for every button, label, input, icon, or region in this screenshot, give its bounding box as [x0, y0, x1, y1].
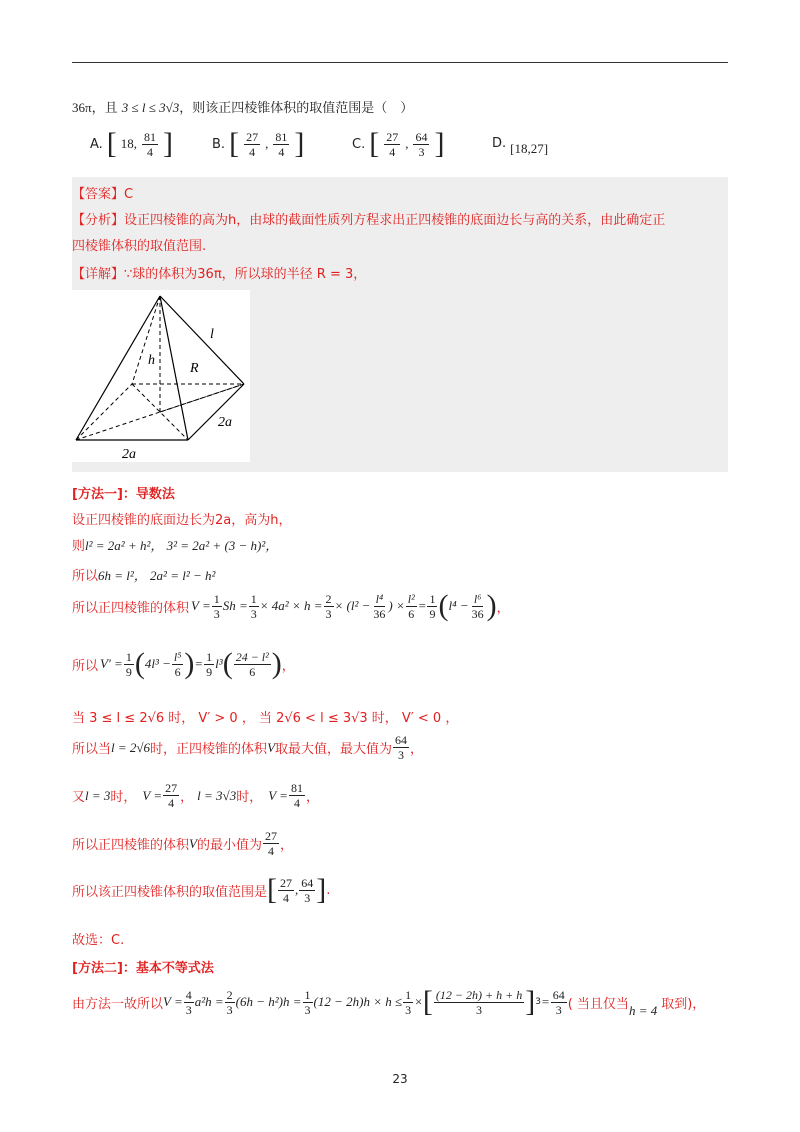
analysis-line1: 【分析】设正四棱锥的高为h，由球的截面性质列方程求出正四棱锥的底面边长与高的关系，由此确定正	[72, 213, 666, 228]
method1-s5: 所以 V′ = $\frac{1}{9}$ ( 4l³ − $\frac{\text{l⁵}}{6}$ ) = $\frac{1}{9}$ l³ ( $\frac{\text{24 − l²}}{6}$ ) ，	[72, 647, 295, 680]
method1-s1: 设正四棱锥的底面边长为2a，高为h，	[72, 513, 292, 528]
pyramid-diagram	[72, 290, 250, 462]
method1-s3: 所以6h = l²， 2a² = l² − h²	[72, 568, 216, 584]
label-side-2a: 2a	[218, 415, 232, 430]
fraction: $\frac{27}{4}$	[246, 129, 259, 159]
option-b[interactable]: B. [ $\frac{27}{4}$ , $\frac{81}{4}$ ]	[212, 127, 305, 160]
fraction: $\frac{81}{4}$	[275, 129, 288, 159]
label-r: R	[190, 361, 199, 376]
label-h: h	[148, 353, 155, 368]
option-d[interactable]: D. [18,27]	[492, 135, 549, 156]
option-c[interactable]: C. [ $\frac{27}{4}$ , $\frac{64}{3}$ ]	[352, 127, 445, 160]
method1-s10: 所以该正四棱锥体积的取值范围是 [ $\frac{27}{4}$ , $\frac{64}{3}$ ] .	[72, 873, 331, 906]
method1-s7: 所以当 l = 2√6 时，正四棱锥的体积 V 取最大值，最大值为 $\frac{64}{3}$ ，	[72, 733, 424, 762]
label-base-2a: 2a	[122, 447, 136, 462]
fraction: $\frac{27}{4}$	[386, 129, 399, 159]
method1-s2: 则l² = 2a² + h²， 3² = 2a² + (3 − h)²，	[72, 538, 279, 554]
fraction: $\frac{81}{4}$	[144, 129, 157, 159]
option-a[interactable]: A. [ 18, $\frac{81}{4}$ ]	[90, 127, 174, 160]
method1-s11: 故选：C.	[72, 933, 125, 948]
fraction: $\frac{64}{3}$	[415, 129, 428, 159]
method2-title: [方法二]：基本不等式法	[72, 961, 214, 976]
question-stem: 36π，且 3 ≤ l ≤ 3√3，则该正四棱锥体积的取值范围是（ ）	[72, 100, 414, 116]
page-number: 23	[392, 1072, 408, 1086]
method1-title: [方法一]：导数法	[72, 487, 175, 502]
options-row	[72, 129, 728, 169]
method1-s4: 所以正四棱锥的体积 V = $\frac{1}{3}$ Sh = $\frac{1}{3}$ × 4a² × h = $\frac{2}{3}$ × (l² − $\frac{\text{l⁴}}{36}$ ) × $\frac{\text{l²}}{6}$ = $\frac{1}{9}$ ( l⁴ − $\frac{\text{l⁶}}{36}$ ) ，	[72, 589, 510, 622]
analysis-line2: 四棱锥体积的取值范围.	[72, 239, 207, 254]
pyramid-figure	[72, 290, 250, 462]
method1-s8: 又 l = 3 时， V = $\frac{27}{4}$ ， l = 3√3 时， V = $\frac{81}{4}$ ，	[72, 781, 319, 810]
method1-s6: 当 3 ≤ l ≤ 2√6 时， V′ > 0 ， 当 2√6 < l ≤ 3√3 时， V′ < 0 ，	[72, 711, 459, 726]
method2-s1: 由方法一故所以 V = $\frac{4}{3}$ a²h = $\frac{2}{3}$ (6h − h²)h = $\frac{1}{3}$ (12 − 2h)h × h ≤ $\frac{1}{3}$ × [ $\frac{(12 - 2h) + h + h}{3}$ ] 3 = $\frac{64}{3}$ ( 当且仅当 h = 4 取到 )，	[72, 985, 706, 1018]
method1-s9: 所以正四棱锥的体积 V 的最小值为 $\frac{27}{4}$ ，	[72, 829, 293, 858]
label-l: l	[210, 327, 214, 342]
detail-line: 【详解】∵球的体积为36π，所以球的半径 R = 3，	[72, 267, 367, 282]
header-rule	[72, 62, 728, 63]
answer-line: 【答案】C	[72, 187, 134, 202]
